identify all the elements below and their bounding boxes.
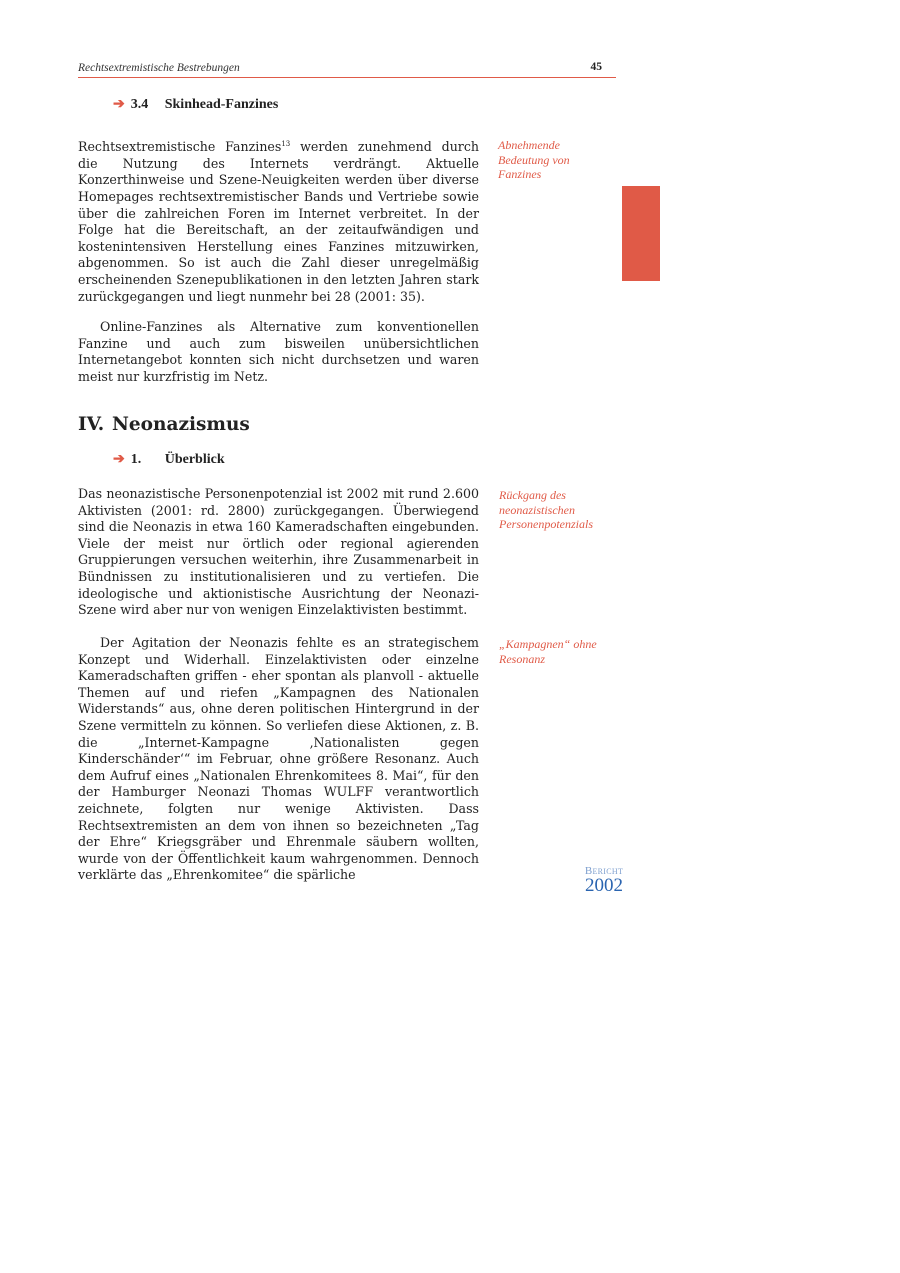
running-header (78, 62, 616, 78)
paragraph-text: Rechtsextremistische Fanzines (78, 139, 282, 155)
margin-note-fanzines: Abnehmende Bedeutung von Fanzines (498, 138, 570, 181)
section-number: 3.4 (130, 97, 149, 112)
accent-bar (622, 186, 660, 281)
bericht-logo-word: Bericht (584, 865, 624, 877)
chapter-heading (78, 414, 250, 435)
margin-note-decline: Rückgang des neonazistischen Personenpotenzials (499, 488, 593, 531)
section-heading-3-4 (113, 96, 278, 113)
section-title: Überblick (164, 452, 225, 467)
bericht-logo-year: 2002 (585, 875, 623, 896)
chapter-title: Neonazismus (112, 414, 250, 435)
paragraph-text: werden zunehmend durch die Nutzung des Internets verdrängt. Aktuelle Konzerthinweise und Szene-Neuigkeiten werden über diverse Homepages rechtsextremistischer Bands und Vertriebe sowie über die zahlreichen Foren im Internet verbreitet. In der Folge hat die Bereitschaft, an der zeitaufwändigen und kostenintensiven Herstellung eines Fanzines mitzuwirken, abgenommen. So ist auch die Zahl dieser unregelmäßig erscheinenden Szenepublikationen in den letzten Jahren stark zurückgegangen und liegt nunmehr bei 28 (2001: 35). (78, 139, 479, 304)
arrow-right-icon: ➔ (113, 452, 125, 467)
section-title: Skinhead-Fanzines (164, 97, 279, 112)
page-number: 45 (590, 61, 602, 73)
paragraph-fanzines-1 (78, 136, 479, 305)
running-header-title: Rechtsextremistische Bestrebungen (78, 62, 240, 74)
paragraph-overview-1: Das neonazistische Personenpotenzial ist 2002 mit rund 2.600 Aktivisten (2001: rd. 2800) zurückgegangen. Überwiegend sind die Neonazis in etwa 160 Kameradschaften eingebunden. Viele der meist nur örtlich oder regional agierenden Gruppierungen versuchen weiterhin, ihre Zusammenarbeit in Bündnissen zu institutionalisieren und zu vertiefen. Die ideologische und aktionistische Ausrichtung der Neonazi-Szene wird aber nur von wenigen Einzelaktivisten bestimmt. (78, 486, 479, 618)
footnote-reference: 13 (281, 140, 291, 148)
paragraph-overview-2: Der Agitation der Neonazis fehlte es an strategischem Konzept und Widerhall. Einzelaktivisten oder einzelne Kameradschaften griffen - eher spontan als planvoll - aktuelle Themen auf und riefen „Kampagnen des Nationalen Widerstands“ aus, ohne deren politischen Hintergrund in der Szene vermitteln zu können. So verliefen diese Aktionen, z. B. die „Internet-Kampagne ‚Nationalisten gegen Kinderschänder‘“ im Februar, ohne größere Resonanz. Auch dem Aufruf eines „Nationalen Ehrenkomitees 8. Mai“, für den der Hamburger Neonazi Thomas WULFF verantwortlich zeichnete, folgten nur wenige Aktivisten. Dass Rechtsextremisten an dem von ihnen so bezeichneten „Tag der Ehre“ Kriegsgräber und Ehrenmale säubern wollten, wurde von der Öffentlichkeit kaum wahrgenommen. Dennoch verklärte das „Ehrenkomitee“ die spärliche (78, 635, 479, 883)
chapter-number: IV. (78, 414, 105, 435)
margin-note-campaigns: „Kampagnen“ ohne Resonanz (499, 637, 597, 666)
section-number: 1. (130, 452, 142, 467)
paragraph-fanzines-2: Online-Fanzines als Alternative zum konventionellen Fanzine und auch zum bisweilen unübersichtlichen Internetangebot konnten sich nicht durchsetzen und waren meist nur kurzfristig im Netz. (78, 319, 479, 384)
arrow-right-icon: ➔ (113, 97, 125, 112)
bericht-logo (578, 866, 630, 894)
section-heading-1 (113, 451, 225, 468)
